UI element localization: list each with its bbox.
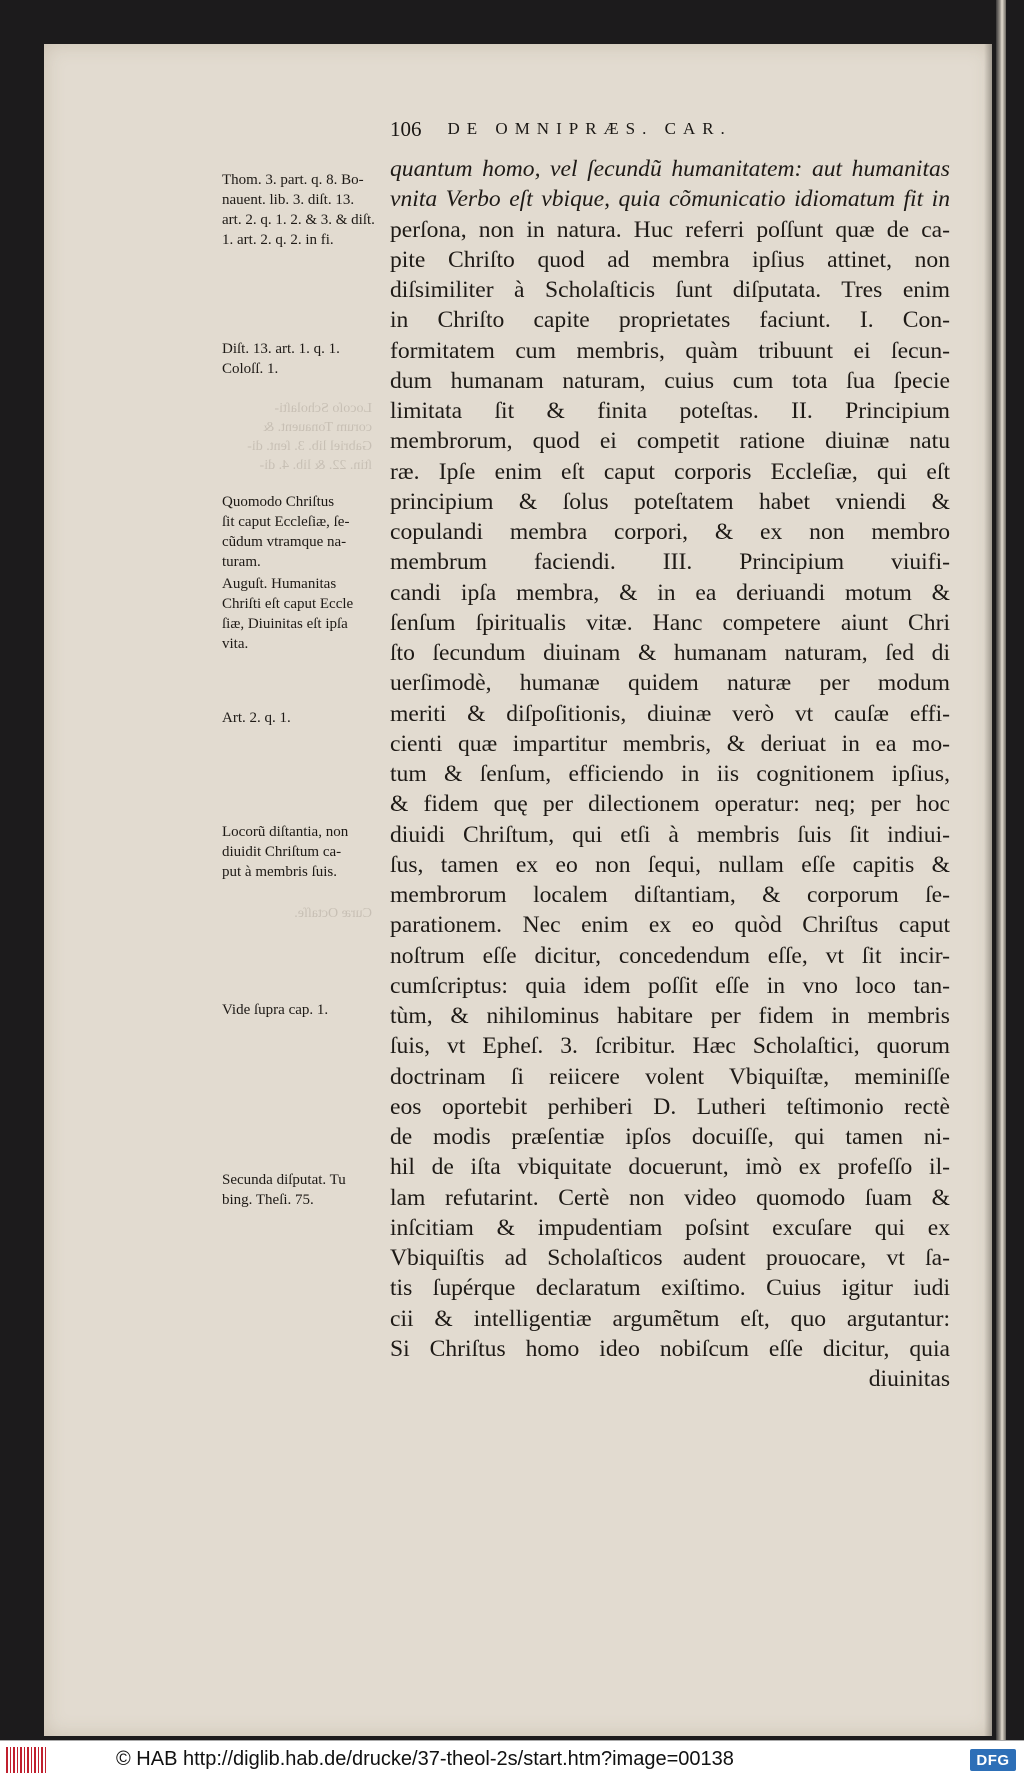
running-header <box>390 118 950 140</box>
text-line: principium & ſolus poteſtatem habet vniendi & <box>390 488 950 515</box>
page-gutter-shadow <box>984 44 992 1736</box>
margin-line: turam. <box>222 554 261 570</box>
running-title: DE OMNIPRÆS. CAR. <box>447 119 732 138</box>
text-line: dum humanam naturam, cuius cum tota ſua ſpecie <box>390 367 950 394</box>
text-line: ſus, tamen ex eo non ſequi, nullam eſſe capitis & <box>390 851 950 878</box>
text-line: de modis præſentiæ ipſos docuiſſe, qui tamen ni- <box>390 1124 950 1150</box>
text-line: & fidem quę per dilectionem operatur: neq; per hoc <box>390 791 950 818</box>
margin-line: Locorũ diſtantia, non <box>222 824 349 840</box>
text-line: hil de iſta vbiquitate docuerunt, imò ex profeſſo il- <box>390 1154 950 1181</box>
margin-line: vita. <box>222 636 249 652</box>
margin-line: Coloſſ. 1. <box>222 361 279 377</box>
text-line: doctrinam ſi reiicere volent Vbiquiſtæ, meminiſſe <box>390 1063 950 1090</box>
text-line: limitata ſit & finita poteſtas. II. Principium <box>390 398 950 424</box>
text-line: tum & ſenſum, efficiendo in iis cognitionem ipſius, <box>390 761 950 787</box>
margin-note-augustine <box>222 574 394 654</box>
text-line: ſenſum ſpiritualis vitæ. Hanc competere aiunt Chri <box>390 609 950 636</box>
footer-bar <box>0 1740 1024 1779</box>
text-line: eos oportebit perhiberi D. Lutheri teſtimonio rectè <box>390 1093 950 1120</box>
text-line: ræ. Ipſe enim eſt caput corporis Eccleſiæ, qui eſt <box>390 458 950 485</box>
text-line: in Chriſto capite proprietates faciunt. I. Con- <box>390 307 950 334</box>
margin-line: Secunda diſputat. Tu <box>222 1172 346 1188</box>
margin-line: bing. Theſi. 75. <box>222 1192 314 1208</box>
margin-line: nauent. lib. 3. diſt. 13. <box>222 192 355 208</box>
margin-line: put à membris ſuis. <box>222 864 337 880</box>
text-line: ſto ſecundum diuinam & humanam naturam, ſed di <box>390 640 950 666</box>
text-line: inſcitiam & impudentiam poſsint excuſare qui ex <box>390 1214 950 1241</box>
footer-url[interactable]: © HAB http://diglib.hab.de/drucke/37-theol-2s/start.htm?image=00138 <box>116 1748 734 1770</box>
margin-line: ſiæ, Diuinitas eſt ipſa <box>222 616 348 632</box>
margin-line: Thom. 3. part. q. 8. Bo- <box>222 172 364 188</box>
text-line: noſtrum eſſe dicitur, concedendum eſſe, vt ſit incir- <box>390 942 950 969</box>
text-line: membrorum, quod ei competit ratione diuinæ natu <box>390 428 950 455</box>
margin-note-locorum <box>222 822 394 882</box>
text-line: cumſcriptus: quia idem poſſit eſſe in vno loco tan- <box>390 972 950 999</box>
text-line: copulandi membra corpori, & ex non membro <box>390 519 950 545</box>
text-line: Vbiquiſtis ad Scholaſticos audent prouocare, vt ſa- <box>390 1245 950 1271</box>
text-line: uerſimodè, humanæ quidem naturæ per modum <box>390 670 950 697</box>
margin-line: 1. art. 2. q. 2. in fi. <box>222 232 334 248</box>
text-line: tùm, & nihilominus habitare per fidem in membris <box>390 1003 950 1029</box>
bleed-through-text: Locoſo Scholaſti- corum Tonauent. & Gabriel lib. 3. ſent. di- ſtin. 22. & lib. 4. di- <box>247 401 372 473</box>
text-line: pite Chriſto quod ad membra ipſius attinet, non <box>390 246 950 273</box>
margin-note-colossians <box>222 339 394 379</box>
text-line: candi ipſa membra, & in ea deriuandi motum & <box>390 579 950 606</box>
text-line: tis ſupérque declaratum exiſtimo. Cuius igitur iudi <box>390 1275 950 1302</box>
margin-note-quomodo <box>222 492 394 572</box>
text-line: membrum faciendi. III. Principium viuifi- <box>390 549 950 576</box>
book-page <box>44 44 992 1736</box>
text-line: diſsimiliter à Scholaſticis ſunt diſputata. Tres enim <box>390 277 950 303</box>
margin-line: Art. 2. q. 1. <box>222 710 291 726</box>
text-line: vnita Verbo eſt vbique, quia cõmunicatio idiomatum fit in <box>390 186 950 213</box>
text-line: Si Chriſtus homo ideo nobiſcum eſſe dicitur, quia <box>390 1335 950 1362</box>
margin-note-vide <box>222 1000 394 1020</box>
margin-line: cũdum vtramque na- <box>222 534 347 550</box>
bleed-through-text-2: Curæ Octaſſe. <box>294 906 372 921</box>
margin-line: art. 2. q. 1. 2. & 3. & diſt. <box>222 212 375 228</box>
text-line: membrorum localem diſtantiam, & corporum ſe- <box>390 882 950 908</box>
margin-note-thomas <box>222 170 394 250</box>
margin-line: Auguſt. Humanitas <box>222 576 337 592</box>
margin-line: Quomodo Chriſtus <box>222 494 335 510</box>
text-line: diuidi Chriſtum, qui etſi à membris ſuis ſit indiui- <box>390 821 950 848</box>
hab-logo <box>6 1747 46 1773</box>
margin-line: diuidit Chriſtum ca- <box>222 844 342 860</box>
main-text-block <box>390 154 950 1394</box>
text-line: lam refutarint. Certè non video quomodo ſuam & <box>390 1184 950 1211</box>
dfg-logo: DFG <box>970 1749 1016 1771</box>
text-line: formitatem cum membris, quàm tribuunt ei ſecun- <box>390 337 950 364</box>
text-line: cienti quæ impartitur membris, & deriuat in ea mo- <box>390 730 950 757</box>
margin-line: Chriſti eſt caput Eccle <box>222 596 354 612</box>
text-line: perſona, non in natura. Huc referri poſſunt quæ de ca- <box>390 216 950 243</box>
book-edge <box>996 0 1006 1740</box>
margin-line: ſit caput Eccleſiæ, ſe- <box>222 514 350 530</box>
text-line: ſuis, vt Epheſ. 3. ſcribitur. Hæc Scholaſtici, quorum <box>390 1033 950 1060</box>
margin-line: Vide ſupra cap. 1. <box>222 1002 329 1018</box>
text-line: parationem. Nec enim ex eo quòd Chriſtus caput <box>390 912 950 939</box>
margin-note-secunda <box>222 1170 394 1210</box>
text-line: diuinitas <box>868 1366 950 1392</box>
page-number: 106 <box>390 116 422 141</box>
text-line: quantum homo, vel ſecundũ humanitatem: aut humanitas <box>390 156 950 182</box>
margin-line: Diſt. 13. art. 1. q. 1. <box>222 341 340 357</box>
text-line: meriti & diſpoſitionis, diuinæ verò vt cauſæ effi- <box>390 700 950 727</box>
text-line: cii & intelligentiæ argumẽtum eſt, quo argutantur: <box>390 1305 950 1332</box>
margin-note-art <box>222 708 394 728</box>
